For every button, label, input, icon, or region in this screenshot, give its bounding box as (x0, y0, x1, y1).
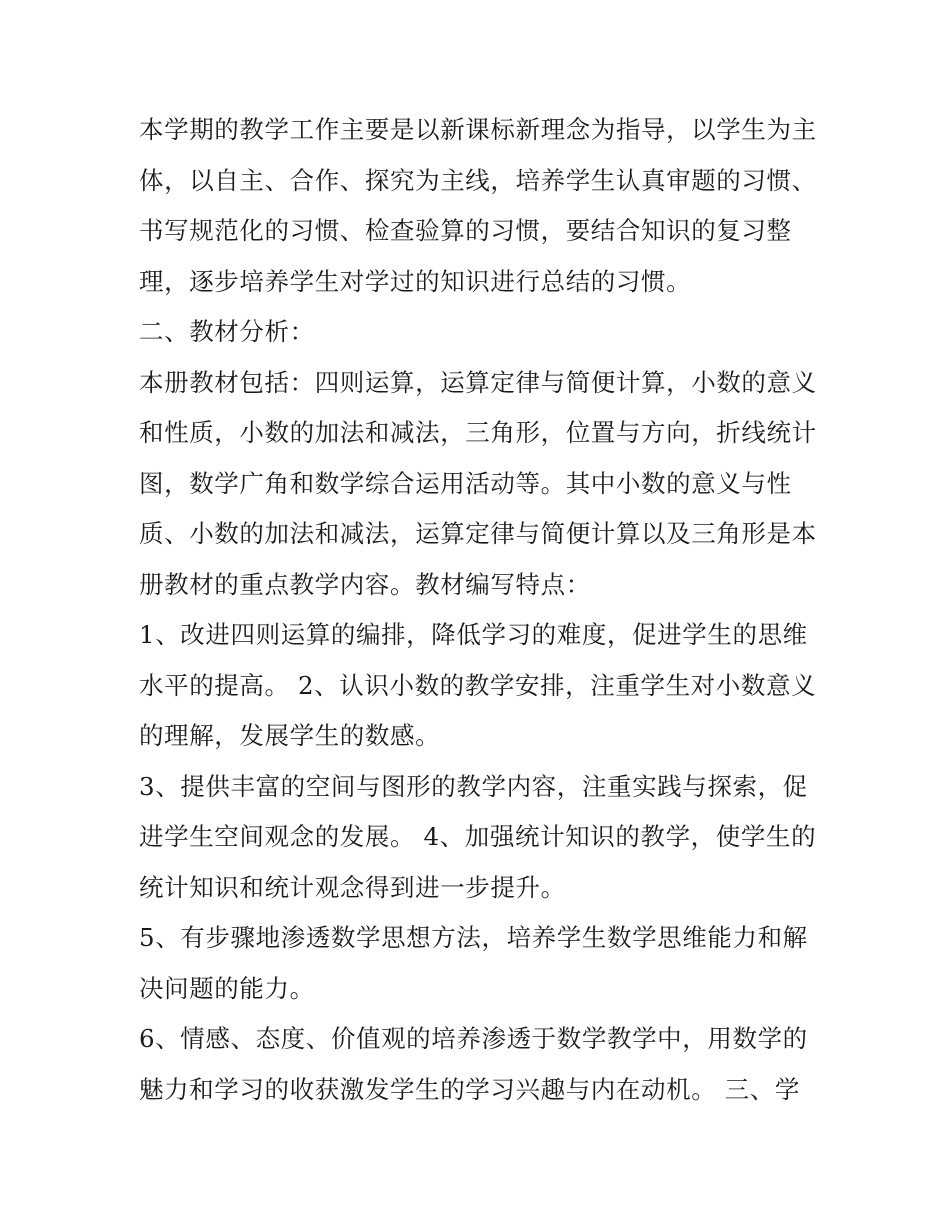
text-line: 水平的提高。 2、认识小数的教学安排，注重学生对小数意义 (139, 671, 817, 700)
text-line: 和性质，小数的加法和减法，三角形，位置与方向，折线统计 (139, 418, 817, 447)
text-line: 图，数学广角和数学综合运用活动等。其中小数的意义与性 (139, 469, 792, 498)
text-line: 决问题的能力。 (139, 974, 315, 1003)
text-line: 魅力和学习的收获激发学生的学习兴趣与内在动机。 三、学 (139, 1075, 800, 1104)
text-line: 进学生空间观念的发展。 4、加强统计知识的教学，使学生的 (139, 822, 817, 851)
text-line: 统计知识和统计观念得到进一步提升。 (139, 873, 566, 902)
text-line: 3、提供丰富的空间与图形的教学内容，注重实践与探索，促 (139, 772, 808, 801)
section-heading: 二、教材分析： (139, 317, 315, 346)
text-line: 的理解，发展学生的数感。 (139, 721, 441, 750)
text-line: 6、情感、态度、价值观的培养渗透于数学教学中，用数学的 (139, 1024, 808, 1053)
text-line: 体，以自主、合作、探究为主线，培养学生认真审题的习惯、 (139, 166, 817, 195)
text-line: 本册教材包括：四则运算，运算定律与简便计算，小数的意义 (139, 368, 817, 397)
text-line: 1、改进四则运算的编排，降低学习的难度，促进学生的思维 (139, 620, 808, 649)
text-line: 理，逐步培养学生对学过的知识进行总结的习惯。 (139, 267, 692, 296)
text-line: 本学期的教学工作主要是以新课标新理念为指导，以学生为主 (139, 115, 817, 144)
text-line: 质、小数的加法和减法，运算定律与简便计算以及三角形是本 (139, 519, 817, 548)
text-line: 册教材的重点教学内容。教材编写特点： (139, 570, 591, 599)
text-line: 书写规范化的习惯、检查验算的习惯，要结合知识的复习整 (139, 216, 792, 245)
text-line: 5、有步骤地渗透数学思想方法，培养学生数学思维能力和解 (139, 923, 808, 952)
